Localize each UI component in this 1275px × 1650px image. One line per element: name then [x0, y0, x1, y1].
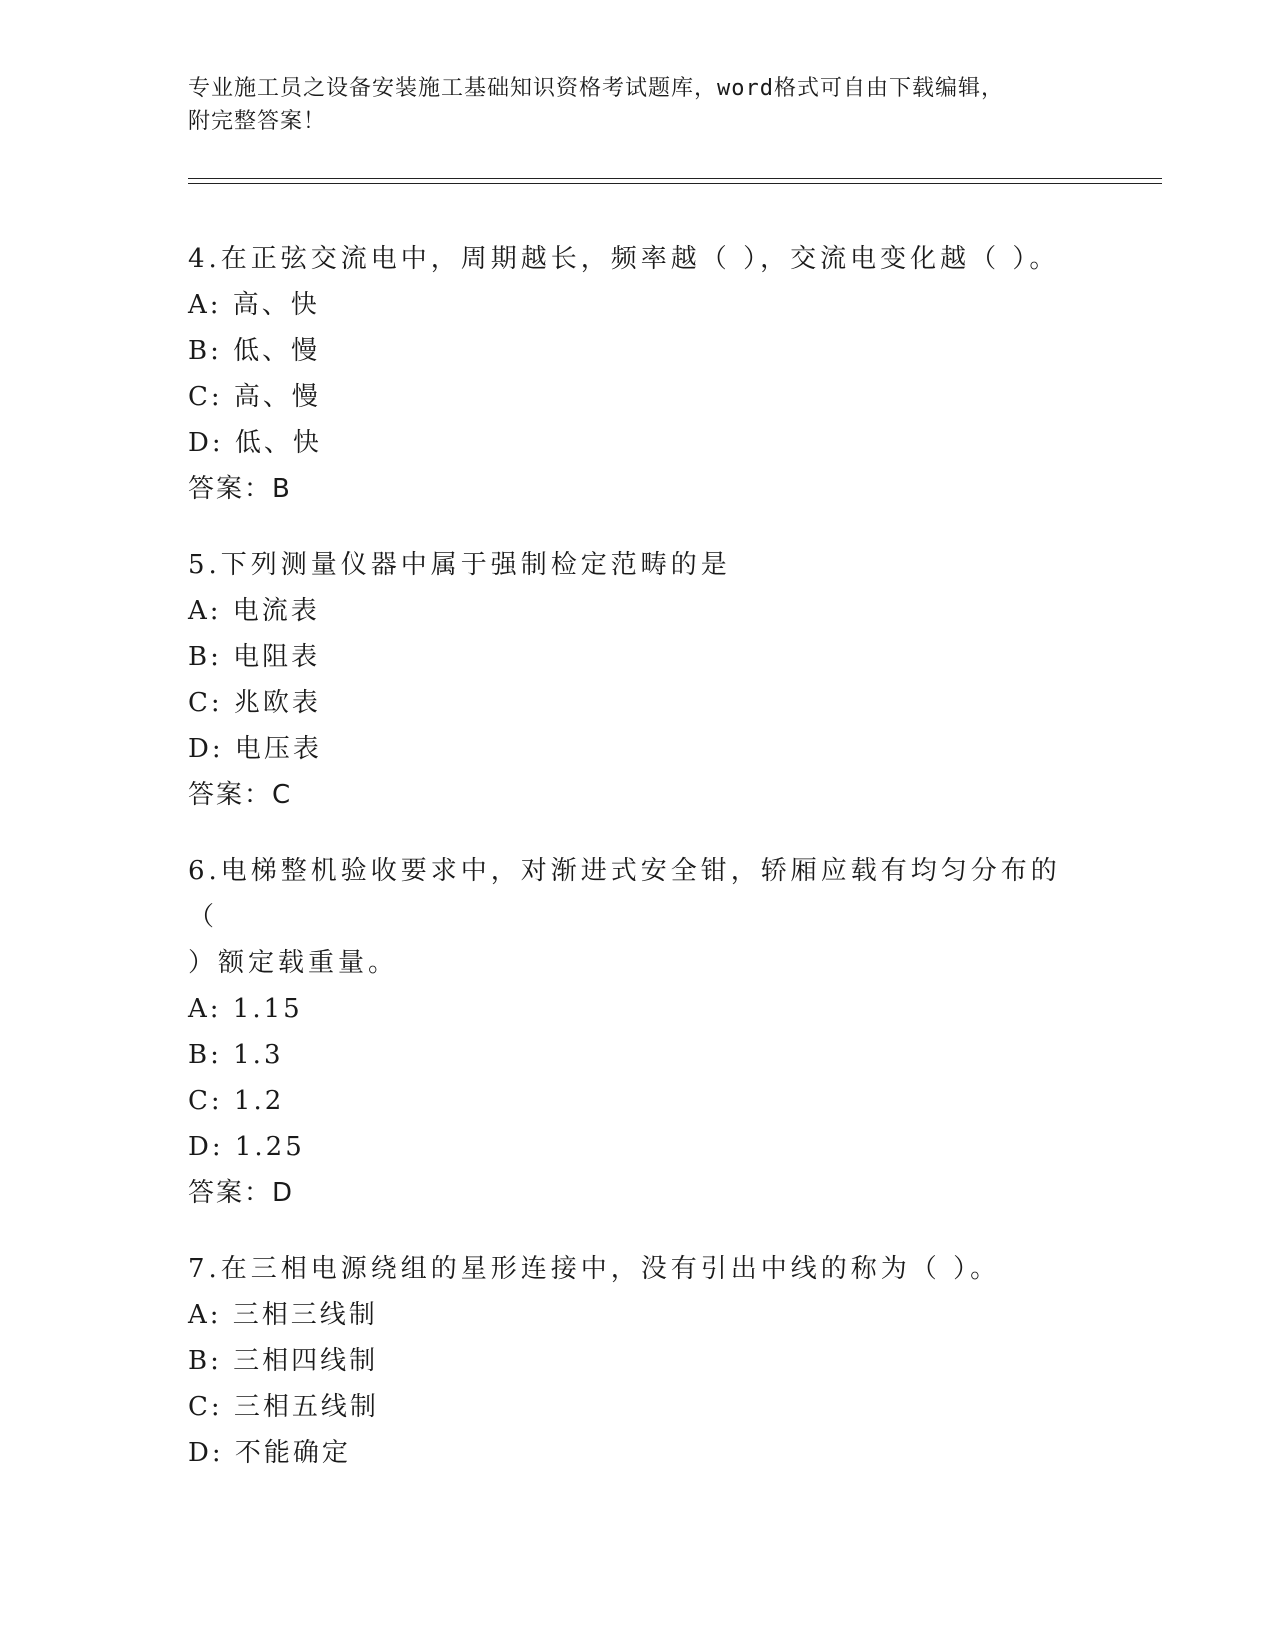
option-b: B: 三相四线制: [188, 1346, 379, 1376]
option-d: D: 1.25: [188, 1132, 305, 1162]
header-divider-bottom: [188, 183, 1162, 184]
option-a: A: 电流表: [188, 596, 320, 626]
option-b: B: 电阻表: [188, 642, 321, 672]
question-title: 5.下列测量仪器中属于强制检定范畴的是: [188, 550, 731, 580]
option-a: A: 1.15: [188, 994, 303, 1024]
question-6: [188, 848, 1068, 1216]
option-c: C: 兆欧表: [188, 688, 321, 718]
question-list: [188, 236, 1068, 1506]
question-title: 7.在三相电源绕组的星形连接中，没有引出中线的称为（ ）。: [188, 1254, 1001, 1284]
option-d: D: 低、快: [188, 428, 322, 458]
question-7: [188, 1246, 1068, 1476]
option-b: B: 1.3: [188, 1040, 284, 1070]
option-b: B: 低、慢: [188, 336, 321, 366]
question-4: [188, 236, 1068, 512]
header-divider-top: [188, 178, 1162, 179]
option-c: C: 三相五线制: [188, 1392, 379, 1422]
question-title-line-1: 6.电梯整机验收要求中，对渐进式安全钳，轿厢应载有均匀分布的（: [188, 856, 1061, 932]
question-title-line-2: ）额定载重量。: [188, 948, 399, 978]
answer: 答案：B: [188, 474, 292, 504]
option-a: A: 三相三线制: [188, 1300, 378, 1330]
option-a: A: 高、快: [188, 290, 320, 320]
header-line-1: 专业施工员之设备安装施工基础知识资格考试题库，word格式可自由下载编辑，: [188, 76, 1004, 101]
answer: 答案：C: [188, 780, 293, 810]
header-line-2: 附完整答案！: [188, 109, 327, 134]
option-c: C: 高、慢: [188, 382, 321, 412]
option-d: D: 电压表: [188, 734, 322, 764]
option-c: C: 1.2: [188, 1086, 285, 1116]
answer: 答案：D: [188, 1178, 295, 1208]
document-header: [188, 72, 1068, 138]
question-5: [188, 542, 1068, 818]
question-title: 4.在正弦交流电中，周期越长，频率越（ ），交流电变化越（ ）。: [188, 244, 1060, 274]
option-d: D: 不能确定: [188, 1438, 351, 1468]
